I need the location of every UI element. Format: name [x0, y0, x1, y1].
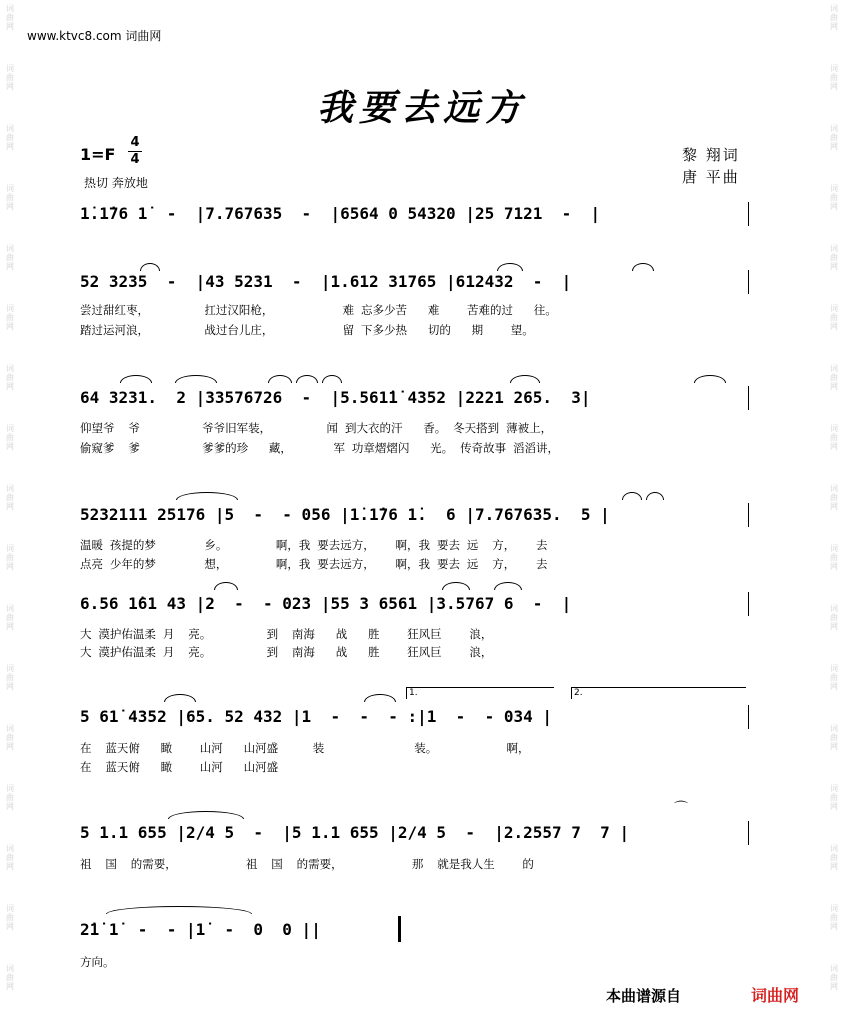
score-line-8-notes: 2̇1̇ 1̇ - - |1̇ - 0 0 || — [80, 920, 410, 944]
barline — [748, 821, 749, 845]
watermark-char: 曲 — [830, 913, 838, 922]
watermark-char: 网 — [6, 142, 14, 151]
watermark-char: 词 — [6, 604, 14, 613]
score-line-1-notes: 1̇.1̇76 1̇ - |7.767635 - |6564 0 54320 |25 7121 - | — [80, 204, 750, 228]
watermark-char: 网 — [6, 202, 14, 211]
slur — [120, 375, 152, 383]
watermark-char: 曲 — [6, 193, 14, 202]
barline — [748, 270, 749, 294]
watermark-group — [0, 420, 20, 480]
line-2-lyrics-verse-1: 尝过甜红枣， 扛过汉阳枪， 难 忘多少苦 难 苦难的过 往。 — [80, 303, 557, 317]
score-line-3-notes: 64 3231. 2 |33576726 - |5.561̇1̇ 4352 |2221 265. 3| — [80, 388, 750, 412]
barline — [748, 386, 749, 410]
watermark-char: 网 — [830, 82, 838, 91]
watermark-char: 词 — [830, 784, 838, 793]
watermark-char: 网 — [830, 142, 838, 151]
barline — [748, 705, 749, 729]
watermark-char: 词 — [830, 844, 838, 853]
time-signature-top: 4 — [130, 135, 140, 150]
watermark-char: 曲 — [6, 73, 14, 82]
watermark-group — [824, 180, 844, 240]
watermark-char: 词 — [6, 424, 14, 433]
watermark-char: 曲 — [830, 973, 838, 982]
watermark-char: 曲 — [830, 253, 838, 262]
lyricist-credit: 黎 翔词 — [682, 146, 740, 164]
watermark-char: 曲 — [830, 673, 838, 682]
watermark-char: 曲 — [830, 793, 838, 802]
watermark-char: 曲 — [6, 553, 14, 562]
watermark-char: 网 — [830, 982, 838, 991]
watermark-char: 网 — [830, 922, 838, 931]
watermark-char: 词 — [830, 964, 838, 973]
watermark-char: 词 — [6, 244, 14, 253]
watermark-group — [824, 360, 844, 420]
watermark-char: 词 — [6, 784, 14, 793]
watermark-group — [824, 900, 844, 960]
watermark-char: 曲 — [830, 373, 838, 382]
watermark-char: 词 — [6, 544, 14, 553]
watermark-char: 词 — [6, 904, 14, 913]
watermark-char: 词 — [6, 124, 14, 133]
watermark-group — [824, 660, 844, 720]
score-line-2-notes: 52 3235 - |43 5231 - |1.612 31765 |612432 - | — [80, 272, 750, 296]
site-url-line[interactable]: www.ktvc8.com 词曲网 — [27, 29, 162, 43]
watermark-group — [0, 540, 20, 600]
composer-credit: 唐 平曲 — [682, 168, 740, 186]
watermark-group — [824, 600, 844, 660]
final-barline — [398, 916, 401, 942]
tie — [106, 906, 252, 914]
watermark-char: 曲 — [830, 13, 838, 22]
slur — [646, 492, 664, 500]
watermark-char: 网 — [830, 442, 838, 451]
barline — [748, 503, 749, 527]
watermark-char: 曲 — [6, 673, 14, 682]
watermark-char: 词 — [830, 304, 838, 313]
watermark-char: 词 — [6, 4, 14, 13]
watermark-char: 网 — [6, 262, 14, 271]
tempo-marking: 热切 奔放地 — [84, 176, 148, 190]
watermark-char: 网 — [6, 862, 14, 871]
watermark-group — [824, 480, 844, 540]
watermark-group — [824, 420, 844, 480]
slur — [497, 263, 523, 271]
watermark-group — [0, 780, 20, 840]
slur — [510, 375, 540, 383]
watermark-char: 曲 — [830, 853, 838, 862]
slur — [622, 492, 642, 500]
watermark-char: 曲 — [6, 13, 14, 22]
watermark-char: 网 — [830, 562, 838, 571]
slur — [176, 492, 238, 500]
barline — [748, 202, 749, 226]
slur — [322, 375, 342, 383]
barline — [748, 592, 749, 616]
line-3-lyrics-verse-2: 偷窥爹 爹 爹爹的珍 藏， 军 功章熠熠闪 光。 传奇故事 滔滔讲， — [80, 441, 560, 455]
watermark-group — [0, 300, 20, 360]
line-4-lyrics-verse-2: 点亮 少年的梦 想， 啊，我 要去远方， 啊，我 要去 远 方， 去 — [80, 557, 548, 571]
slur — [214, 582, 238, 590]
watermark-char: 网 — [830, 322, 838, 331]
watermark-char: 词 — [6, 664, 14, 673]
line-6-lyrics-verse-1: 在 蓝天俯 瞰 山河 山河盛 装 装。 啊， — [80, 741, 530, 755]
slur — [296, 375, 318, 383]
watermark-char: 曲 — [6, 853, 14, 862]
watermark-char: 网 — [6, 22, 14, 31]
source-label: 本曲谱源自 — [606, 987, 682, 1005]
watermark-group — [824, 540, 844, 600]
watermark-group — [824, 300, 844, 360]
watermark-group — [0, 720, 20, 780]
watermark-char: 词 — [6, 64, 14, 73]
right-watermark-strip — [824, 0, 844, 1031]
watermark-char: 词 — [6, 484, 14, 493]
watermark-group — [824, 960, 844, 1020]
watermark-char: 网 — [6, 982, 14, 991]
watermark-char: 网 — [6, 622, 14, 631]
watermark-group — [0, 660, 20, 720]
watermark-char: 网 — [830, 802, 838, 811]
watermark-char: 曲 — [830, 613, 838, 622]
watermark-char: 网 — [6, 502, 14, 511]
watermark-char: 网 — [6, 322, 14, 331]
line-8-lyrics: 方向。 — [80, 955, 115, 969]
first-ending-label: 1. — [409, 688, 418, 698]
watermark-char: 曲 — [830, 733, 838, 742]
watermark-char: 网 — [830, 262, 838, 271]
watermark-char: 网 — [830, 862, 838, 871]
watermark-char: 词 — [830, 484, 838, 493]
watermark-char: 网 — [830, 622, 838, 631]
line-5-lyrics-verse-2: 大 漠护佑温柔 月 亮。 到 南海 战 胜 狂风巨 浪， — [80, 645, 493, 659]
watermark-char: 词 — [830, 904, 838, 913]
watermark-char: 曲 — [6, 493, 14, 502]
watermark-char: 曲 — [830, 313, 838, 322]
watermark-char: 网 — [6, 82, 14, 91]
watermark-char: 词 — [830, 184, 838, 193]
watermark-char: 曲 — [830, 73, 838, 82]
watermark-char: 曲 — [830, 433, 838, 442]
watermark-char: 曲 — [830, 553, 838, 562]
slur — [632, 263, 654, 271]
watermark-char: 词 — [6, 304, 14, 313]
watermark-char: 网 — [6, 562, 14, 571]
watermark-column — [0, 0, 20, 1020]
watermark-char: 词 — [6, 364, 14, 373]
slur — [140, 263, 160, 271]
watermark-group — [824, 720, 844, 780]
watermark-char: 词 — [6, 964, 14, 973]
watermark-char: 曲 — [6, 433, 14, 442]
watermark-char: 曲 — [6, 133, 14, 142]
slur — [694, 375, 726, 383]
watermark-char: 网 — [830, 502, 838, 511]
watermark-group — [0, 240, 20, 300]
watermark-char: 曲 — [6, 733, 14, 742]
watermark-char: 词 — [830, 64, 838, 73]
watermark-group — [824, 780, 844, 840]
watermark-char: 词 — [830, 364, 838, 373]
watermark-char: 网 — [6, 922, 14, 931]
tie — [168, 811, 244, 819]
watermark-char: 词 — [830, 124, 838, 133]
line-5-lyrics-verse-1: 大 漠护佑温柔 月 亮。 到 南海 战 胜 狂风巨 浪， — [80, 627, 493, 641]
watermark-char: 网 — [6, 382, 14, 391]
line-6-lyrics-verse-2: 在 蓝天俯 瞰 山河 山河盛 — [80, 760, 279, 774]
second-ending-label: 2. — [574, 688, 583, 698]
watermark-char: 网 — [6, 682, 14, 691]
watermark-char: 词 — [830, 4, 838, 13]
watermark-group — [824, 0, 844, 60]
watermark-char: 曲 — [830, 133, 838, 142]
first-ending-bracket — [406, 687, 554, 699]
line-3-lyrics-verse-1: 仰望爷 爷 爷爷旧军装， 闻 到大衣的汗 香。 冬天搭到 薄被上， — [80, 421, 553, 435]
time-signature-bottom: 4 — [130, 152, 140, 167]
score-line-4-notes: 5232111 25176 |5 - - 056 |1̇.1̇76 1̇. 6 |7.767635. 5 | — [80, 505, 750, 529]
watermark-char: 网 — [6, 742, 14, 751]
slur — [268, 375, 292, 383]
second-ending-bracket — [571, 687, 746, 699]
watermark-char: 网 — [6, 442, 14, 451]
slur — [164, 694, 196, 702]
line-7-lyrics: 祖 国 的需要， 祖 国 的需要， 那 就是我人生 的 — [80, 857, 534, 871]
watermark-group — [0, 480, 20, 540]
watermark-group — [0, 900, 20, 960]
time-signature — [128, 136, 142, 167]
watermark-column — [824, 0, 844, 1020]
watermark-char: 词 — [6, 724, 14, 733]
watermark-group — [824, 240, 844, 300]
brand-logo-text[interactable]: 词曲网 — [751, 986, 800, 1005]
watermark-char: 曲 — [6, 793, 14, 802]
score-line-5-notes: 6.56 1̇61 43 |2 - - 023 |55 3 6561 |3.5767 6 - | — [80, 594, 750, 618]
score-line-6-notes: 5 61̇ 4352 |65. 52 432 |1 - - - :|1 - - 034 | — [80, 707, 750, 731]
left-watermark-strip — [0, 0, 20, 1031]
slur — [364, 694, 396, 702]
watermark-group — [0, 360, 20, 420]
watermark-group — [0, 0, 20, 60]
watermark-char: 词 — [6, 184, 14, 193]
slur — [494, 582, 522, 590]
watermark-char: 曲 — [6, 913, 14, 922]
watermark-char: 网 — [6, 802, 14, 811]
watermark-group — [0, 600, 20, 660]
key-signature: 1=F — [80, 145, 116, 164]
watermark-char: 网 — [830, 742, 838, 751]
watermark-char: 词 — [6, 844, 14, 853]
watermark-group — [0, 960, 20, 1020]
watermark-char: 曲 — [6, 253, 14, 262]
watermark-group — [0, 840, 20, 900]
line-2-lyrics-verse-2: 踏过运河浪， 战过台儿庄， 留 下多少热 切的 期 望。 — [80, 323, 534, 337]
watermark-char: 词 — [830, 544, 838, 553]
watermark-char: 曲 — [830, 493, 838, 502]
watermark-char: 曲 — [6, 373, 14, 382]
fermata-symbol: ⌒ — [674, 801, 688, 817]
watermark-char: 网 — [830, 202, 838, 211]
score-line-7-notes: 5 1.1 655 |2/4 5 - |5 1.1 655 |2/4 5 - |2.2557 7 7 | — [80, 823, 750, 847]
watermark-char: 词 — [830, 604, 838, 613]
watermark-char: 词 — [830, 724, 838, 733]
watermark-char: 词 — [830, 664, 838, 673]
watermark-char: 曲 — [6, 973, 14, 982]
watermark-group — [824, 840, 844, 900]
watermark-group — [0, 180, 20, 240]
watermark-char: 网 — [830, 22, 838, 31]
watermark-char: 曲 — [6, 613, 14, 622]
tie — [175, 375, 217, 383]
watermark-char: 词 — [830, 424, 838, 433]
song-title: 我要去远方 — [316, 87, 527, 129]
watermark-char: 曲 — [6, 313, 14, 322]
watermark-char: 网 — [830, 382, 838, 391]
watermark-char: 词 — [830, 244, 838, 253]
watermark-char: 曲 — [830, 193, 838, 202]
watermark-char: 网 — [830, 682, 838, 691]
slur — [442, 582, 470, 590]
line-4-lyrics-verse-1: 温暖 孩提的梦 乡。 啊，我 要去远方， 啊，我 要去 远 方， 去 — [80, 538, 548, 552]
